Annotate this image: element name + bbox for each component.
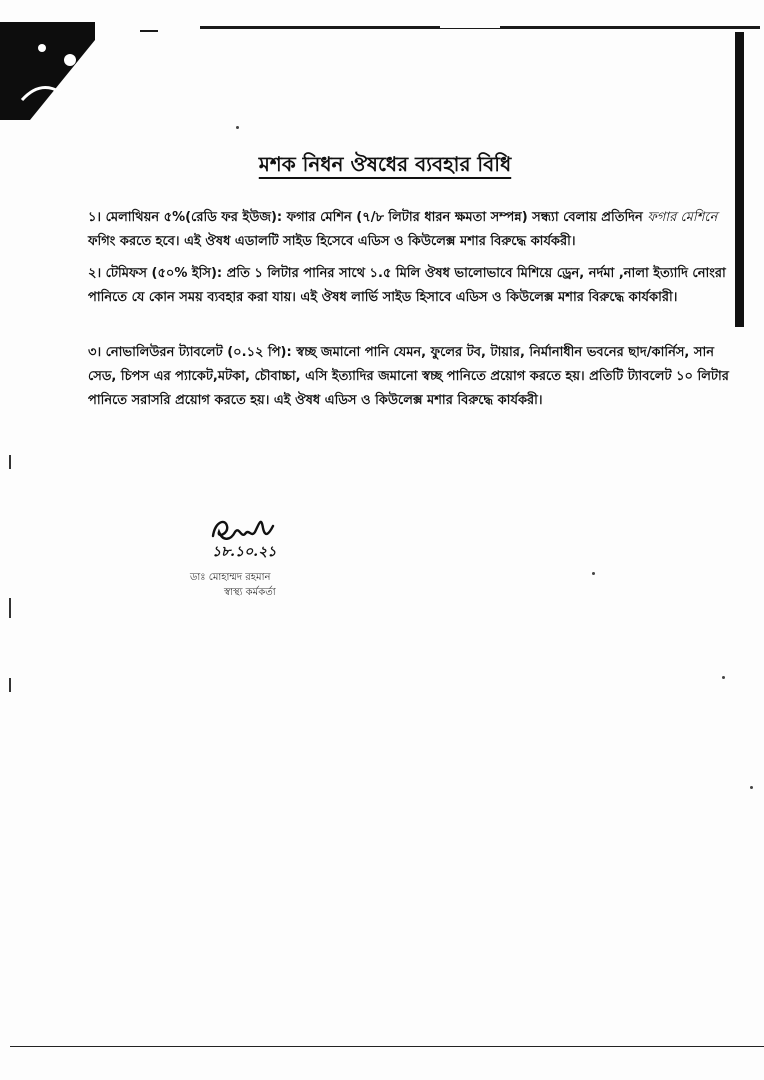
scan-top-gap [440,24,500,28]
scan-top-mark [140,30,158,32]
signatory-name: ডাঃ মোহাম্মদ রহমান [190,572,271,583]
scan-corner-shadow [0,0,95,120]
instruction-paragraph-3: ৩। নোভালিউরন ট্যাবলেট (০.১২ পি): স্বচ্ছ জমানো পানি যেমন, ফুলের টব, টায়ার, নির্মানাধীন ভবনের ছাদ/কার্নিস, সান সেড, চিপস এর প্যাকেট,মটকা, চৌবাচ্চা, এসি ইত্যাদির জমানো স্বচ্ছ পানিতে প্রয়োগ করতে হয়। প্রতিটি ট্যাবলেট ১০ লিটার পানিতে সরাসরি প্রয়োগ করতে হয়। এই ঔষধ এডিস ও কিউলেক্স মশার বিরুদ্ধে কার্যকরী। [88,345,729,408]
paragraph-1-text: ১। মেলাথিয়ন ৫%(রেডি ফর ইউজ): ফগার মেশিন (৭/৮ লিটার ধারন ক্ষমতা সম্পন্ন) সন্ধ্যা বেলায় প্রতিদিন [88,210,648,225]
scan-edge-tick [9,678,11,692]
signatory-designation: স্বাস্থ্য কর্মকর্তা [224,587,276,598]
document-title: মশক নিধন ঔষধের ব্যবহার বিধি [258,152,512,176]
scan-edge-tick [9,455,11,469]
handwritten-insertion: ফগার মেশিনে [647,210,718,225]
signature-date: ১৮.১০.২১ [212,544,277,560]
instruction-paragraph-1 [88,206,733,254]
instruction-paragraph-2: ২। টেমিফস (৫০% ইসি): প্রতি ১ লিটার পানির সাথে ১.৫ মিলি ঔষধ ভালোভাবে মিশিয়ে ড্রেন, নর্দমা ,নালা ইত্যাদি নোংরা পানিতে যে কোন সময় ব্যবহার করা যায়। এই ঔষধ লার্ভি সাইড হিসাবে এডিস ও কিউলেক্স মশার বিরুদ্ধে কার্যকারী। [88,266,726,305]
scan-speck [236,126,239,129]
scan-speck [722,676,725,679]
scan-speck [750,786,753,789]
scan-right-edge [735,32,744,327]
scan-bottom-rule [10,1046,764,1047]
paragraph-1-text-after: ফগিং করতে হবে। এই ঔষধ এডালটি সাইড হিসেবে এডিস ও কিউলেক্স মশার বিরুদ্ধে কার্যকরী। [88,234,576,249]
scan-speck [592,572,595,575]
scan-edge-tick [9,598,11,618]
